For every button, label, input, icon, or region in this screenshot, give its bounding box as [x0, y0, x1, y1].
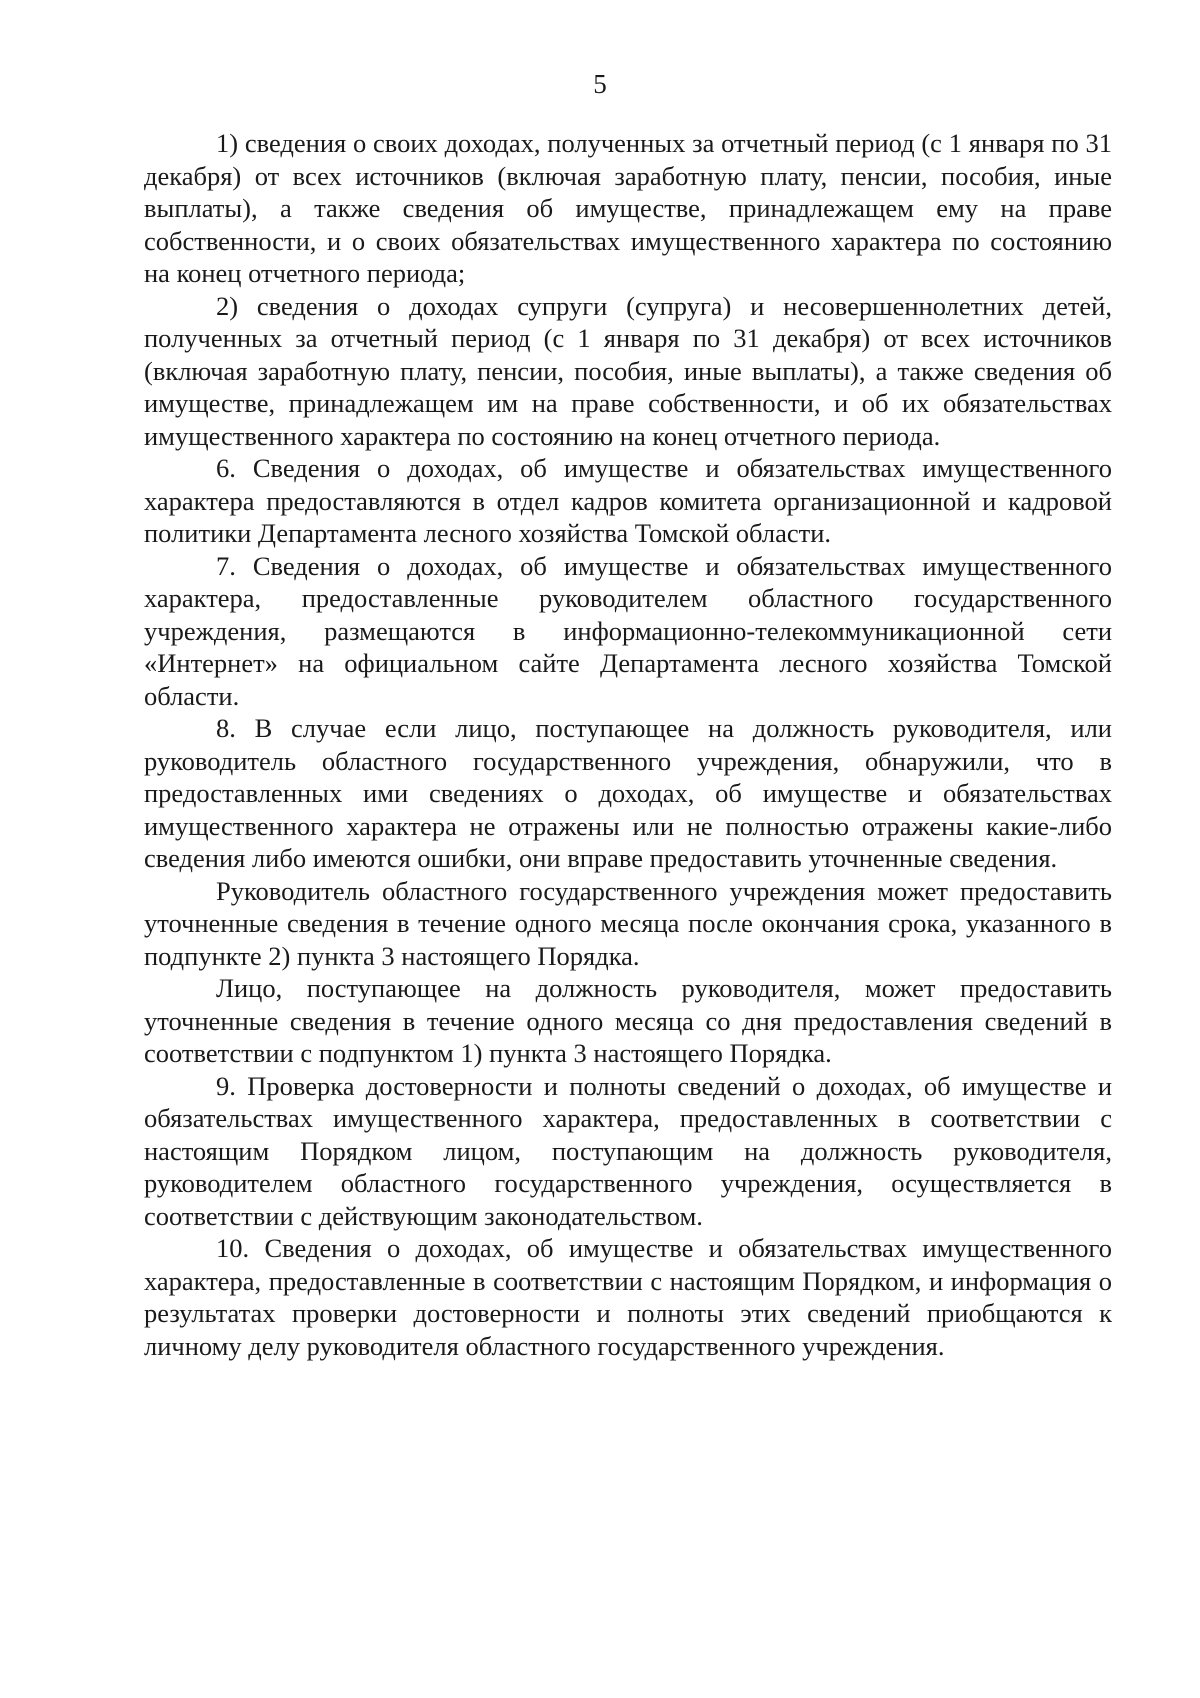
paragraph-item-8: 8. В случае если лицо, поступающее на должность руководителя, или руководитель областного государственного учреждения, обнаружили, что в предоставленных ими сведениях о доходах, об имуществе и обязательствах имущественного характера не отражены или не полностью отражены какие-либо сведения либо имеются ошибки, они вправе предоставить уточненные сведения. — [144, 713, 1112, 873]
paragraph-subitem-2: 2) сведения о доходах супруги (супруга) и несовершеннолетних детей, полученных за отчетный период (с 1 января по 31 декабря) от всех источников (включая заработную плату, пенсии, пособия, иные выплаты), а также сведения об имуществе, принадлежащем им на праве собственности, и об их обязательствах имущественного характера по состоянию на конец отчетного периода. — [144, 290, 1112, 451]
paragraph-item-7: 7. Сведения о доходах, об имуществе и обязательствах имущественного характера, предоставленные руководителем областного государственного учреждения, размещаются в информационно-телекоммуникационной сети «Интернет» на официальном сайте Департамента лесного хозяйства Томской области. — [144, 550, 1112, 711]
document-body — [144, 127, 1112, 1362]
paragraph-item-8-head: Руководитель областного государственного учреждения может предоставить уточненные сведения в течение одного месяца после окончания срока, указанного в подпункте 2) пункта 3 настоящего Порядка. — [144, 875, 1112, 971]
page-number: 5 — [593, 69, 607, 99]
paragraph-item-8-applicant: Лицо, поступающее на должность руководителя, может предоставить уточненные сведения в течение одного месяца со дня предоставления сведений в соответствии с подпунктом 1) пункта 3 настоящего Порядка. — [144, 973, 1112, 1068]
paragraph-item-10: 10. Сведения о доходах, об имуществе и обязательствах имущественного характера, предоставленные в соответствии с настоящим Порядком, и информация о результатах проверки достоверности и полноты этих сведений приобщаются к личному делу руководителя областного государственного учреждения. — [144, 1233, 1112, 1361]
paragraph-item-9: 9. Проверка достоверности и полноты сведений о доходах, об имуществе и обязательствах имущественного характера, предоставленных в соответствии с настоящим Порядком лицом, поступающим на должность руководителя, руководителем областного государственного учреждения, осуществляется в соответствии с действующим законодательством. — [144, 1070, 1112, 1231]
paragraph-item-6: 6. Сведения о доходах, об имуществе и обязательствах имущественного характера предоставляются в отдел кадров комитета организационной и кадровой политики Департамента лесного хозяйства Томской области. — [144, 453, 1112, 548]
paragraph-subitem-1: 1) сведения о своих доходах, полученных за отчетный период (с 1 января по 31 декабря) от всех источников (включая заработную плату, пенсии, пособия, иные выплаты), а также сведения об имуществе, принадлежащем ему на праве собственности, и о своих обязательствах имущественного характера по состоянию на конец отчетного периода; — [144, 128, 1112, 288]
